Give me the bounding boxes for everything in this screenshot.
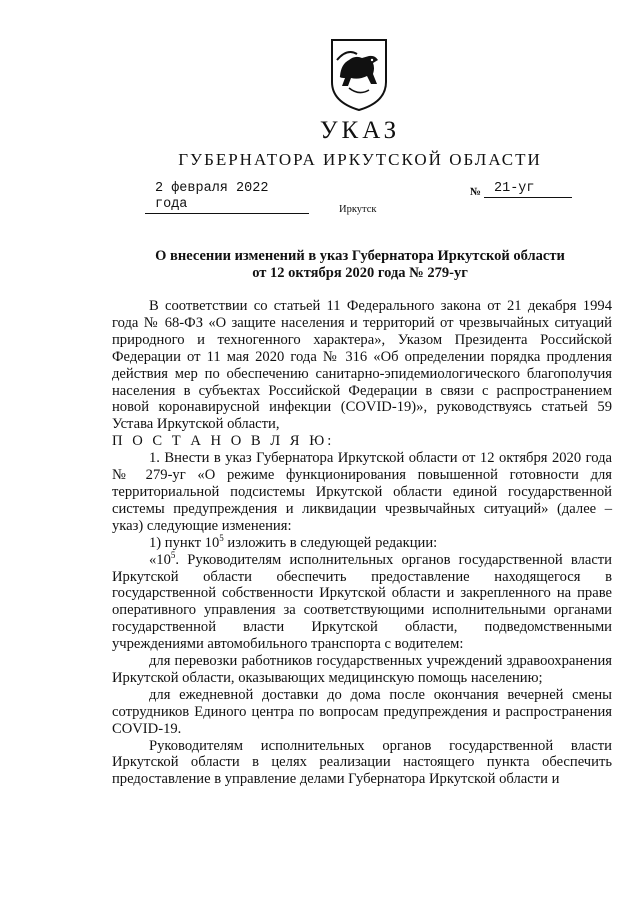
final-paragraph: Руководителям исполнительных органов государственной власти Иркутской области в целях реализации настоящего пункта обеспечить предоставление в управление делами Губернатора Иркутской области и	[112, 737, 612, 788]
bullet-paragraph-2: для ежедневной доставки до дома после окончания вечерней смены сотрудников Единого центра по вопросам предупреждения и распространения COVID-19.	[112, 686, 612, 737]
number-label: №	[470, 186, 482, 198]
document-heading-line-1: О внесении изменений в указ Губернатора Иркутской области	[155, 248, 565, 264]
resolve-line: П О С Т А Н О В Л Я Ю:	[112, 433, 335, 450]
subitem-suffix: изложить в следующей редакции:	[223, 534, 438, 551]
issuer-line: ГУБЕРНАТОРА ИРКУТСКОЙ ОБЛАСТИ	[178, 150, 542, 169]
document-heading-line-2: от 12 октября 2020 года № 279-уг	[252, 265, 468, 281]
quote-text: . Руководителям исполнительных органов государственной власти Иркутской области обеспечить предоставление находящегося в государственной собственности Иркутской области и закрепленного на праве оперативного управления за соответствующими исполнительными органами государственной власти Иркутской области, подведомственными учреждениями автомобильного транспорта с водителем:	[112, 551, 612, 653]
preamble-paragraph: В соответствии со статьей 11 Федерального закона от 21 декабря 1994 года № 68-ФЗ «О защите населения и территорий от чрезвычайных ситуаций природного и техногенного характера», Указом Президента Российской Федерации от 11 мая 2020 года № 316 «Об определении порядка продления действия мер по обеспечению санитарно-эпидемиологического благополучия населения в субъектах Российской Федерации в связи с распространением новой коронавирусной инфекции (COVID-19)», руководствуясь статьей 59 Устава Иркутской области,	[112, 298, 612, 433]
decree-title: УКАЗ	[319, 117, 401, 144]
item-1-paragraph: 1. Внести в указ Губернатора Иркутской области от 12 октября 2020 года № 279-уг «О режиме функционирования повышенной готовности для территориальной подсистемы Иркутской области единой государственной системы предупреждения и ликвидации чрезвычайных ситуаций» (далее – указ) следующие изменения:	[112, 450, 612, 534]
decree-date: 2 февраля 2022 года	[145, 181, 309, 214]
subitem-prefix: 1) пункт 10	[149, 534, 220, 551]
quote-superscript: 5	[170, 549, 176, 560]
decree-number: 21-уг	[484, 181, 572, 198]
city-name: Иркутск	[339, 204, 377, 215]
coat-of-arms-icon	[329, 38, 389, 112]
bullet-paragraph-1: для перевозки работников государственных учреждений здравоохранения Иркутской области, оказывающих медицинскую помощь населению;	[112, 653, 612, 686]
quoted-paragraph	[112, 549, 612, 653]
subitem-1-paragraph	[112, 532, 612, 552]
quote-prefix: «10	[149, 551, 171, 568]
subitem-superscript: 5	[219, 532, 224, 543]
document-body	[112, 298, 612, 788]
